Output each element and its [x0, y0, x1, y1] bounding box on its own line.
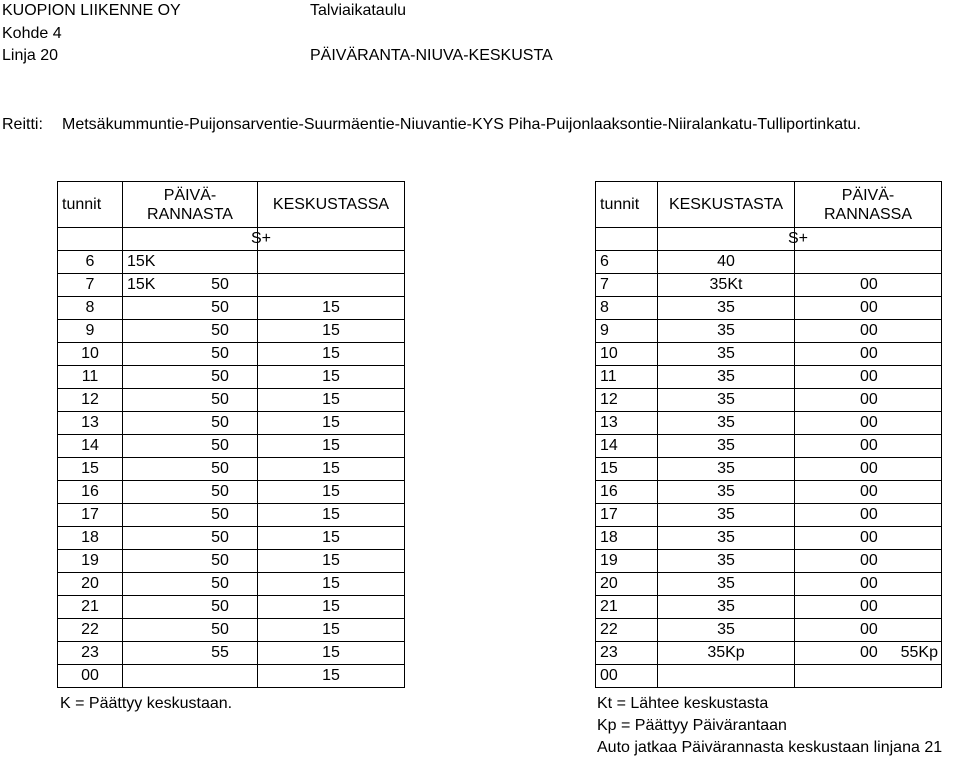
left-departure-minute: 50 — [211, 529, 229, 546]
right-table-row — [596, 297, 942, 320]
right-hour-cell: 00 — [596, 665, 658, 688]
left-departure-cell — [123, 527, 258, 550]
left-arrival-cell: 15 — [258, 458, 405, 481]
left-table-row — [58, 527, 405, 550]
right-departure-cell: 35 — [658, 320, 795, 343]
left-departure-minute: 50 — [211, 368, 229, 385]
left-departure-minute: 50 — [211, 414, 229, 431]
right-s-plus-label: S+ — [787, 230, 808, 247]
left-hour-cell: 9 — [58, 320, 123, 343]
right-arrival-cell — [795, 573, 942, 596]
right-extra-minute: 55Kp — [900, 644, 938, 661]
left-table-row — [58, 297, 405, 320]
left-table-row — [58, 320, 405, 343]
right-departure-cell: 35 — [658, 366, 795, 389]
right-hour-cell: 9 — [596, 320, 658, 343]
right-table-row — [596, 642, 942, 665]
right-table-row — [596, 573, 942, 596]
left-departure-minute: 50 — [211, 575, 229, 592]
left-table-row — [58, 619, 405, 642]
left-departure-cell — [123, 320, 258, 343]
left-departure-minute: 50 — [211, 345, 229, 362]
left-table-row — [58, 389, 405, 412]
left-departure-minute: 50 — [211, 598, 229, 615]
left-departure-cell — [123, 665, 258, 688]
right-table-row — [596, 320, 942, 343]
left-arrival-cell: 15 — [258, 596, 405, 619]
right-table-row — [596, 596, 942, 619]
left-arrival-cell: 15 — [258, 665, 405, 688]
left-arrival-cell: 15 — [258, 389, 405, 412]
left-departure-cell — [123, 619, 258, 642]
right-departure-cell: 35 — [658, 435, 795, 458]
left-hour-cell: 7 — [58, 274, 123, 297]
left-departure-cell — [123, 389, 258, 412]
right-table-row — [596, 527, 942, 550]
left-arrival-cell: 15 — [258, 481, 405, 504]
right-arrival-minute: 00 — [860, 552, 878, 569]
left-table-row — [58, 458, 405, 481]
left-departure-cell — [123, 550, 258, 573]
left-arrival-cell: 15 — [258, 320, 405, 343]
left-hour-cell: 19 — [58, 550, 123, 573]
right-hour-cell: 13 — [596, 412, 658, 435]
right-hour-cell: 14 — [596, 435, 658, 458]
left-departure-minute: 50 — [211, 322, 229, 339]
right-arrival-cell — [795, 458, 942, 481]
right-arrival-cell — [795, 297, 942, 320]
right-col-to-line1: PÄIVÄ- — [841, 186, 895, 204]
right-arrival-cell — [795, 642, 942, 665]
right-hour-cell: 18 — [596, 527, 658, 550]
left-departure-minute: 50 — [211, 483, 229, 500]
right-hour-cell: 20 — [596, 573, 658, 596]
left-note: K = Päättyy keskustaan. — [60, 695, 233, 712]
right-hour-cell: 16 — [596, 481, 658, 504]
right-arrival-cell — [795, 504, 942, 527]
right-arrival-minute: 00 — [860, 345, 878, 362]
left-departure-cell — [123, 274, 258, 297]
line-label: Linja 20 — [2, 47, 59, 64]
right-table-row — [596, 343, 942, 366]
right-hour-cell: 8 — [596, 297, 658, 320]
right-arrival-cell — [795, 320, 942, 343]
company-name: KUOPION LIIKENNE OY — [2, 2, 181, 19]
left-hour-cell: 6 — [58, 251, 123, 274]
left-table-row — [58, 642, 405, 665]
left-hour-cell: 16 — [58, 481, 123, 504]
right-hour-cell: 23 — [596, 642, 658, 665]
right-col-from: KESKUSTASTA — [658, 182, 795, 228]
right-splus-row — [596, 228, 942, 251]
left-departure-cell — [123, 481, 258, 504]
right-arrival-cell — [795, 435, 942, 458]
route-label: Reitti: — [2, 116, 43, 133]
left-arrival-cell: 15 — [258, 573, 405, 596]
left-departure-cell — [123, 366, 258, 389]
right-arrival-minute: 00 — [860, 391, 878, 408]
left-hour-cell: 12 — [58, 389, 123, 412]
right-arrival-minute: 00 — [860, 575, 878, 592]
right-departure-cell: 35 — [658, 297, 795, 320]
left-departure-k: 15K — [127, 253, 156, 270]
right-table-row — [596, 665, 942, 688]
right-table-row — [596, 251, 942, 274]
left-departure-k: 15K — [127, 276, 156, 293]
left-departure-minute: 50 — [211, 460, 229, 477]
left-header-row — [58, 182, 405, 228]
left-departure-minute: 50 — [211, 299, 229, 316]
left-table-row — [58, 550, 405, 573]
right-table-row — [596, 435, 942, 458]
left-hour-cell: 14 — [58, 435, 123, 458]
left-arrival-cell: 15 — [258, 435, 405, 458]
left-hour-cell: 18 — [58, 527, 123, 550]
right-hour-cell: 15 — [596, 458, 658, 481]
left-departure-cell — [123, 412, 258, 435]
right-header-row — [596, 182, 942, 228]
left-arrival-cell: 15 — [258, 550, 405, 573]
left-arrival-cell — [258, 251, 405, 274]
right-departure-cell: 35Kt — [658, 274, 795, 297]
right-arrival-minute: 00 — [860, 460, 878, 477]
right-arrival-cell — [795, 619, 942, 642]
right-arrival-minute: 00 — [860, 414, 878, 431]
right-s-plus — [658, 228, 808, 251]
right-table-row — [596, 458, 942, 481]
left-departure-minute: 50 — [211, 552, 229, 569]
right-departure-cell: 35 — [658, 573, 795, 596]
left-table-row — [58, 366, 405, 389]
right-hour-cell: 10 — [596, 343, 658, 366]
right-table-row — [596, 366, 942, 389]
right-departure-cell: 35 — [658, 596, 795, 619]
left-arrival-cell: 15 — [258, 504, 405, 527]
right-arrival-cell — [795, 481, 942, 504]
left-hour-cell: 21 — [58, 596, 123, 619]
right-departure-cell: 35 — [658, 504, 795, 527]
schedule-title: Talviaikataulu — [310, 2, 407, 19]
right-table-row — [596, 481, 942, 504]
left-table-row — [58, 573, 405, 596]
right-col-to-line2: RANNASSA — [823, 205, 913, 223]
right-departure-cell: 35 — [658, 550, 795, 573]
right-arrival-minute: 00 — [860, 598, 878, 615]
right-arrival-minute: 00 — [860, 437, 878, 454]
left-departure-cell — [123, 251, 258, 274]
right-hour-cell: 11 — [596, 366, 658, 389]
left-arrival-cell: 15 — [258, 343, 405, 366]
left-arrival-cell: 15 — [258, 642, 405, 665]
left-departure-minute: 50 — [211, 506, 229, 523]
left-table-row — [58, 412, 405, 435]
left-col-to: KESKUSTASSA — [258, 182, 405, 228]
right-hour-cell: 19 — [596, 550, 658, 573]
left-departure-cell — [123, 297, 258, 320]
right-arrival-minute: 00 — [860, 644, 878, 661]
right-arrival-cell — [795, 274, 942, 297]
right-arrival-cell — [795, 527, 942, 550]
left-departure-cell — [123, 458, 258, 481]
right-arrival-cell — [795, 389, 942, 412]
right-arrival-minute: 00 — [860, 506, 878, 523]
left-hour-cell: 11 — [58, 366, 123, 389]
left-hour-cell: 17 — [58, 504, 123, 527]
right-arrival-minute: 00 — [860, 322, 878, 339]
left-table-row — [58, 343, 405, 366]
left-table-row — [58, 435, 405, 458]
right-departure-cell: 35 — [658, 458, 795, 481]
right-departure-cell: 35 — [658, 343, 795, 366]
right-departure-cell: 35Kp — [658, 642, 795, 665]
right-note-kt: Kt = Lähtee keskustasta — [597, 695, 769, 712]
left-arrival-cell: 15 — [258, 527, 405, 550]
left-hour-cell: 23 — [58, 642, 123, 665]
left-hour-cell: 22 — [58, 619, 123, 642]
right-table-row — [596, 619, 942, 642]
left-table-row — [58, 251, 405, 274]
right-col-hours: tunnit — [596, 182, 658, 228]
left-departure-minute: 55 — [211, 644, 229, 661]
left-hour-cell: 8 — [58, 297, 123, 320]
left-timetable — [57, 181, 405, 688]
right-arrival-cell — [795, 366, 942, 389]
left-col-from-line1: PÄIVÄ- — [163, 186, 217, 204]
right-arrival-cell — [795, 412, 942, 435]
right-arrival-cell — [795, 665, 942, 688]
right-arrival-cell — [795, 550, 942, 573]
left-s-plus-label: S+ — [250, 230, 271, 247]
right-departure-cell: 35 — [658, 481, 795, 504]
left-col-hours: tunnit — [58, 182, 123, 228]
right-arrival-cell — [795, 251, 942, 274]
right-table-row — [596, 550, 942, 573]
left-arrival-cell: 15 — [258, 412, 405, 435]
right-departure-cell — [658, 665, 795, 688]
right-arrival-minute: 00 — [860, 621, 878, 638]
right-hour-cell: 17 — [596, 504, 658, 527]
right-table-row — [596, 389, 942, 412]
right-note-continue: Auto jatkaa Päivärannasta keskustaan linjana 21 — [597, 739, 943, 756]
left-hour-cell: 00 — [58, 665, 123, 688]
right-arrival-cell — [795, 596, 942, 619]
left-departure-cell — [123, 343, 258, 366]
right-timetable — [595, 181, 942, 688]
left-table-row — [58, 596, 405, 619]
right-table-row — [596, 274, 942, 297]
right-hour-cell: 7 — [596, 274, 658, 297]
left-table-row — [58, 665, 405, 688]
right-hour-cell: 12 — [596, 389, 658, 412]
right-note-kp: Kp = Päättyy Päivärantaan — [597, 717, 787, 734]
right-arrival-cell — [795, 343, 942, 366]
right-departure-cell: 40 — [658, 251, 795, 274]
left-arrival-cell: 15 — [258, 619, 405, 642]
left-departure-minute: 50 — [211, 621, 229, 638]
left-departure-cell — [123, 504, 258, 527]
left-s-plus — [123, 228, 271, 251]
right-arrival-minute: 00 — [860, 529, 878, 546]
right-departure-cell: 35 — [658, 412, 795, 435]
left-table-row — [58, 504, 405, 527]
left-departure-minute: 50 — [211, 391, 229, 408]
left-splus-row — [58, 228, 405, 251]
left-departure-cell — [123, 435, 258, 458]
right-departure-cell: 35 — [658, 619, 795, 642]
left-arrival-cell: 15 — [258, 366, 405, 389]
right-table-row — [596, 504, 942, 527]
right-arrival-minute: 00 — [860, 483, 878, 500]
left-departure-cell — [123, 596, 258, 619]
right-arrival-minute: 00 — [860, 276, 878, 293]
left-table-row — [58, 274, 405, 297]
right-hour-cell: 6 — [596, 251, 658, 274]
left-col-from — [123, 182, 258, 228]
right-col-to — [795, 182, 942, 228]
right-arrival-minute: 00 — [860, 368, 878, 385]
route-text: Metsäkummuntie-Puijonsarventie-Suurmäentie-Niuvantie-KYS Piha-Puijonlaaksontie-Niiralankatu-Tulliportinkatu. — [62, 116, 861, 133]
right-departure-cell: 35 — [658, 527, 795, 550]
right-arrival-minute: 00 — [860, 299, 878, 316]
right-hour-cell: 21 — [596, 596, 658, 619]
left-departure-cell — [123, 642, 258, 665]
left-arrival-cell — [258, 274, 405, 297]
right-departure-cell: 35 — [658, 389, 795, 412]
left-hour-cell: 20 — [58, 573, 123, 596]
left-hour-cell: 15 — [58, 458, 123, 481]
left-table-row — [58, 481, 405, 504]
route-name: PÄIVÄRANTA-NIUVA-KESKUSTA — [310, 47, 553, 64]
right-hour-cell: 22 — [596, 619, 658, 642]
left-col-from-line2: RANNASTA — [147, 205, 233, 223]
left-hour-cell: 13 — [58, 412, 123, 435]
target-label: Kohde 4 — [2, 25, 62, 42]
right-table-row — [596, 412, 942, 435]
left-hour-cell: 10 — [58, 343, 123, 366]
left-departure-minute: 50 — [211, 437, 229, 454]
left-departure-cell — [123, 573, 258, 596]
left-departure-minute: 50 — [211, 276, 229, 293]
left-arrival-cell: 15 — [258, 297, 405, 320]
